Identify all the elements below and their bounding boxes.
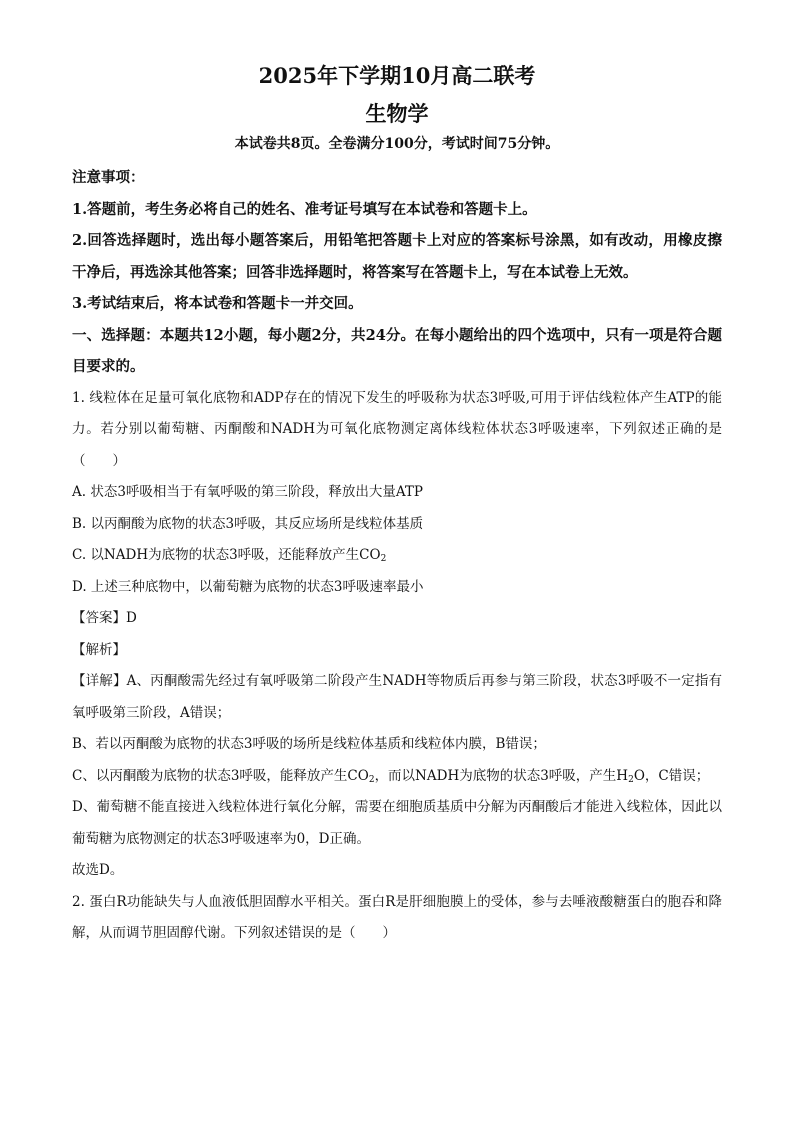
option-c-subscript: 2	[380, 554, 387, 564]
exam-page	[72, 60, 722, 950]
detail-c-subscript-1: 2	[368, 774, 375, 785]
question-1-stem: 1. 线粒体在足量可氧化底物和ADP存在的情况下发生的呼吸称为状态3呼吸,可用于评估线粒体产生ATP的能力。若分别以葡萄糖、丙酮酸和NADH为可氧化底物测定离体线粒体状态3呼吸速率，下列叙述正确的是（ ）	[72, 389, 722, 469]
detail-c-part-3: O，C错误；	[633, 767, 710, 784]
detail-a: 【详解】A、丙酮酸需先经过有氧呼吸第二阶段产生NADH等物质后再参与第三阶段，状态3呼吸不一定指有氧呼吸第三阶段，A错误；	[72, 673, 722, 721]
analysis-tag: 【解析】	[72, 641, 126, 658]
notice-item-3: 3.考试结束后，将本试卷和答题卡一并交回。	[72, 295, 363, 312]
notice-item-2: 2.回答选择题时，选出每小题答案后，用铅笔把答题卡上对应的答案标号涂黑，如有改动，用橡皮擦干净后，再选涂其他答案；回答非选择题时，将答案写在答题卡上，写在本试卷上无效。	[72, 232, 722, 281]
detail-d: D、葡萄糖不能直接进入线粒体进行氧化分解，需要在细胞质基质中分解为丙酮酸后才能进入线粒体，因此以葡萄糖为底物测定的状态3呼吸速率为0，D正确。	[72, 799, 722, 847]
answer-tag: 【答案】D	[72, 610, 137, 626]
question-2-stem: 2. 蛋白R功能缺失与人血液低胆固醇水平相关。蛋白R是肝细胞膜上的受体，参与去唾液酸糖蛋白的胞吞和降解，从而调节胆固醇代谢。下列叙述错误的是（ ）	[72, 893, 722, 941]
detail-c-part-1: C、以丙酮酸为底物的状态3呼吸，能释放产生CO	[72, 767, 369, 784]
detail-c-subscript-2: 2	[628, 774, 634, 785]
detail-c-part-2: ，而以NADH为底物的状态3呼吸，产生H	[374, 767, 629, 784]
section-heading: 一、选择题：本题共12小题，每小题2分，共24分。在每小题给出的四个选项中，只有一项是符合题目要求的。	[72, 326, 722, 375]
question-1-option-c	[72, 540, 722, 572]
notice-heading: 注意事项：	[72, 169, 145, 186]
question-1-option-d: D. 上述三种底物中，以葡萄糖为底物的状态3呼吸速率最小	[72, 578, 424, 595]
page-title: 2025年下学期10月高二联考	[258, 63, 536, 88]
subject-title: 生物学	[365, 101, 429, 126]
conclusion: 故选D。	[72, 862, 124, 878]
notice-item-1: 1.答题前，考生务必将自己的姓名、准考证号填写在本试卷和答题卡上。	[72, 200, 537, 218]
question-1-option-b: B. 以丙酮酸为底物的状态3呼吸，其反应场所是线粒体基质	[72, 515, 424, 532]
question-1-option-a: A. 状态3呼吸相当于有氧呼吸的第三阶段，释放出大量ATP	[72, 484, 424, 500]
detail-c	[72, 761, 722, 793]
exam-info: 本试卷共8页。全卷满分100分，考试时间75分钟。	[234, 136, 560, 152]
option-c-text: C. 以NADH为底物的状态3呼吸，还能释放产生CO	[72, 547, 381, 563]
detail-b: B、若以丙酮酸为底物的状态3呼吸的场所是线粒体基质和线粒体内膜，B错误；	[72, 736, 546, 752]
